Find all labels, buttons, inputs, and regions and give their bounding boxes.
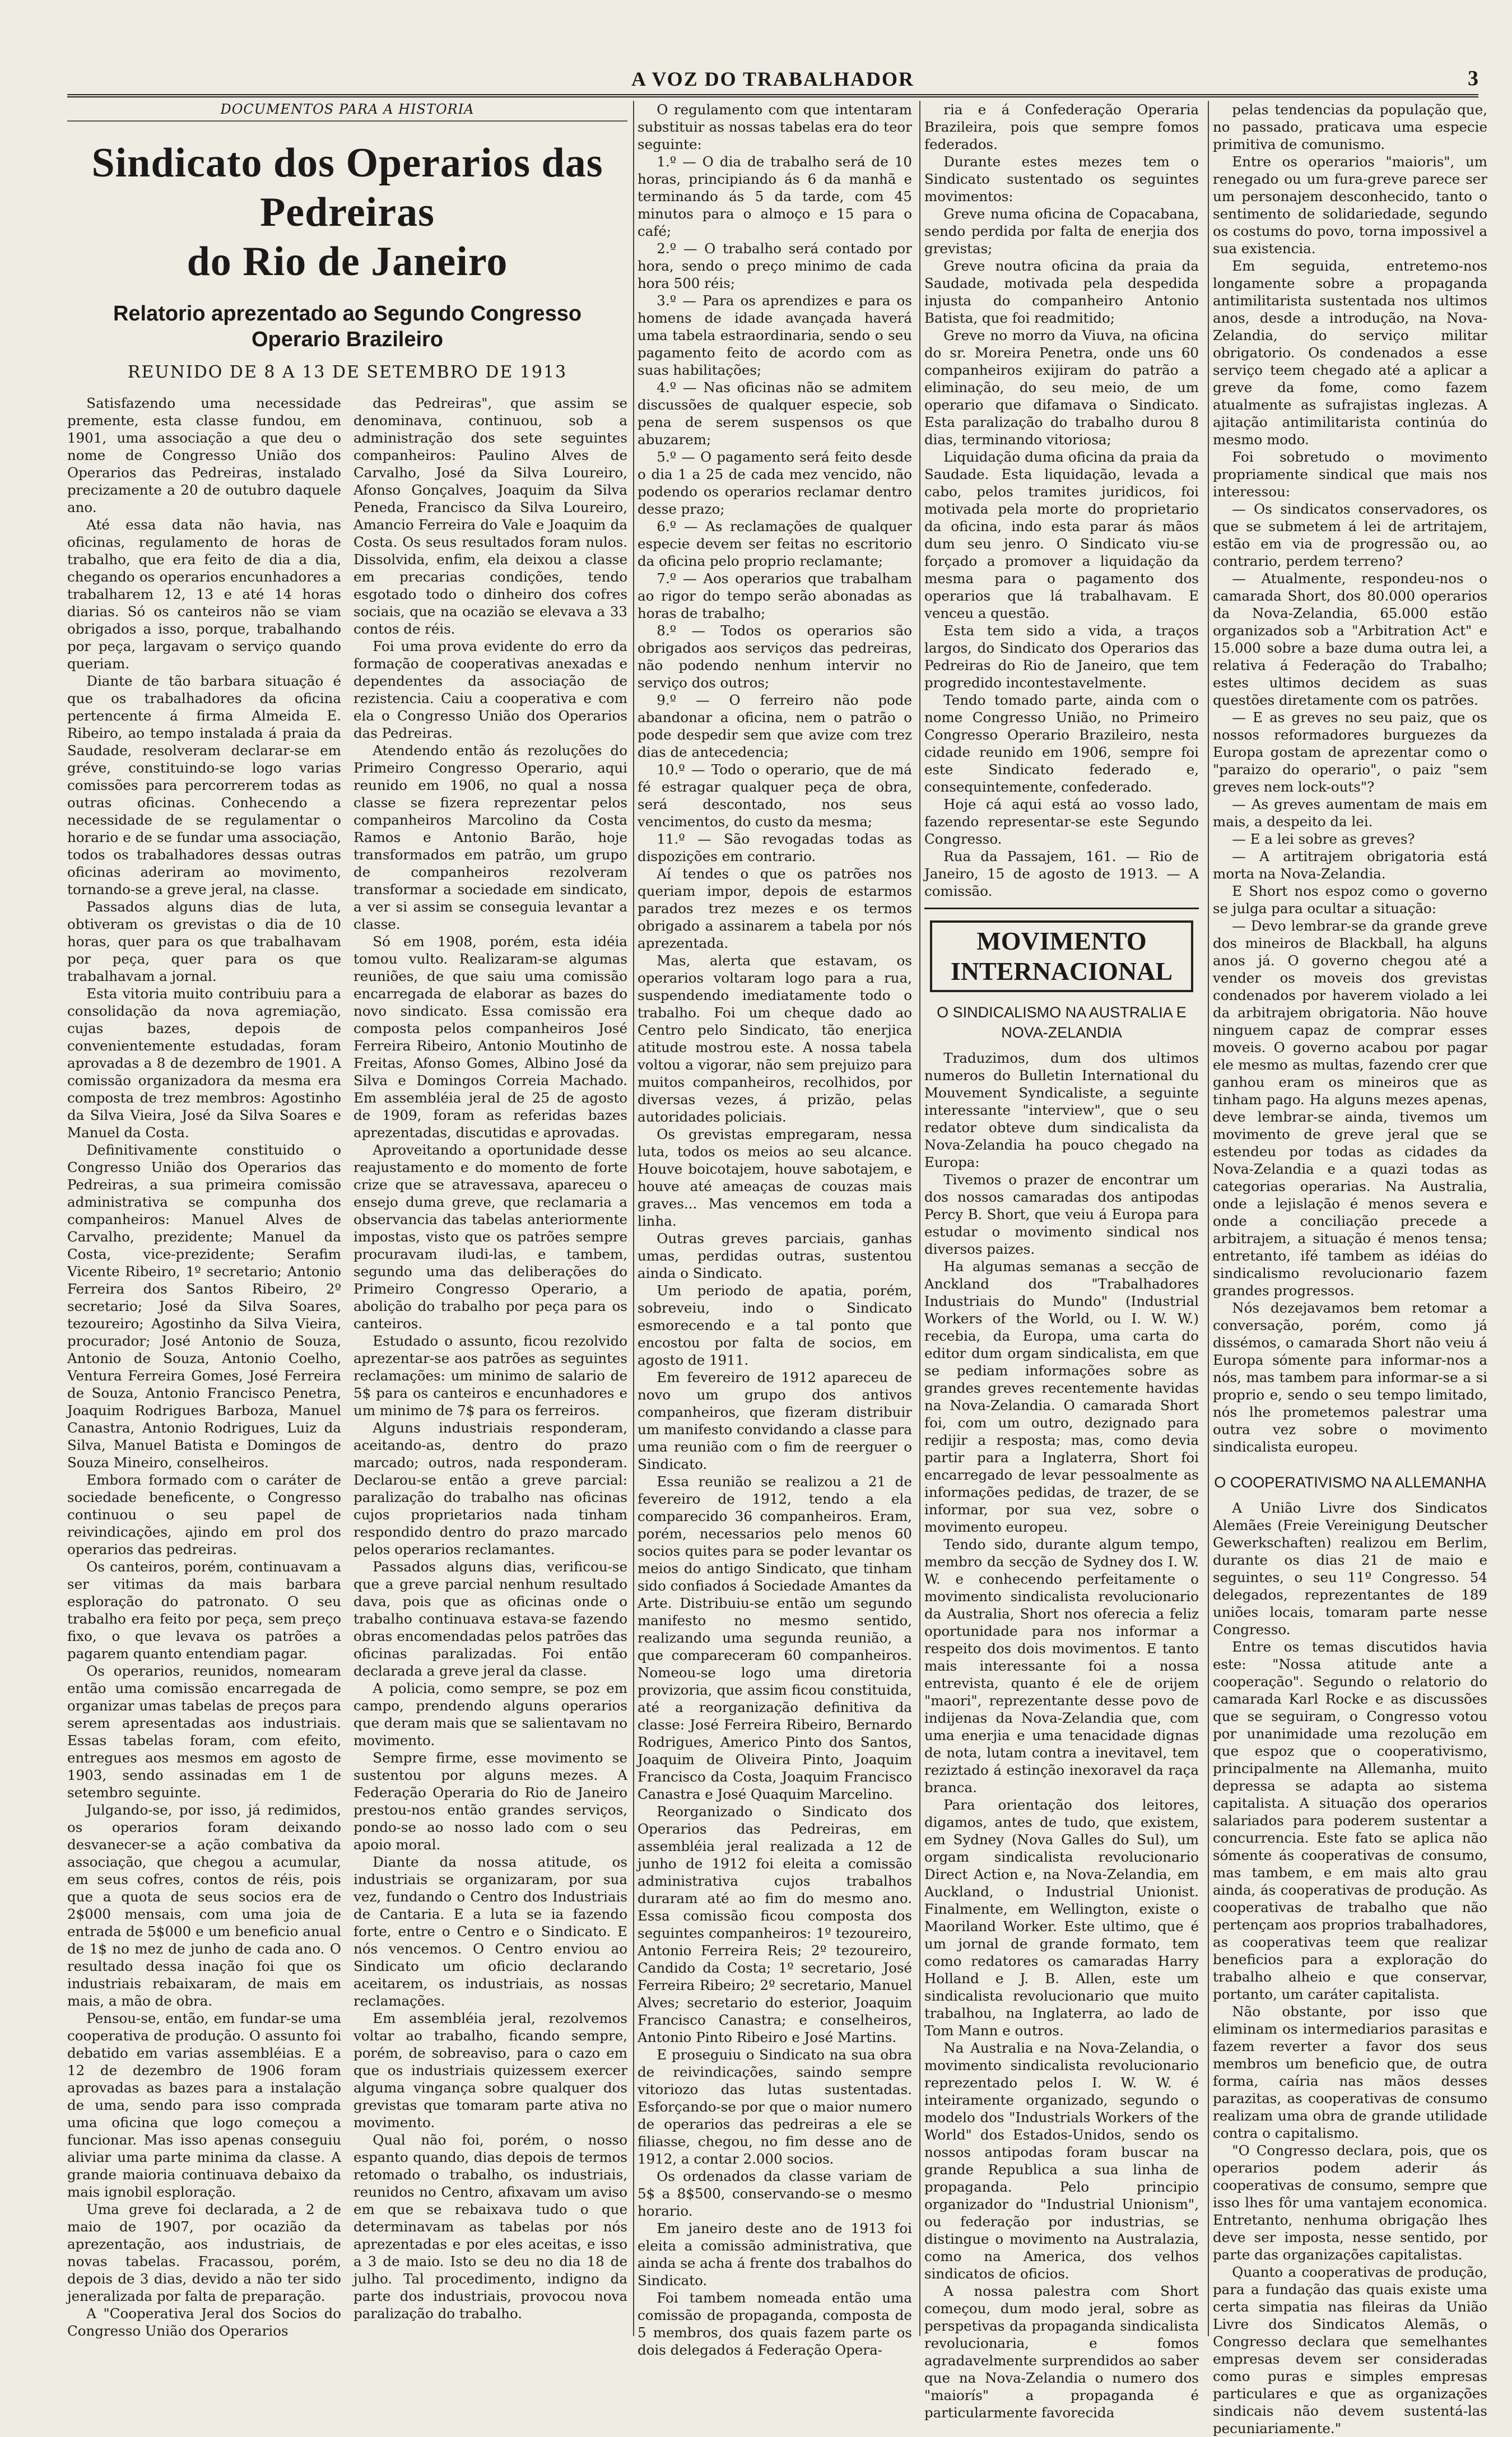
article-column-c	[638, 101, 912, 2358]
paragraph: Traduzimos, dum dos ultimos numeros do Bulletin International du Mouvement Syndicaliste, a seguinte interessante "interview", que o seu redator obteve dum sindicalista da Nova-Zelandia ha pouco chegado na Europa:	[924, 1050, 1199, 1170]
cooperativismo-section-title: O COOPERATIVISMO NA ALLEMANHA	[1214, 1474, 1486, 1491]
paragraph: O regulamento com que intentaram substituir as nossas tabelas era do teor seguinte:	[638, 101, 912, 152]
paragraph: Hoje cá aqui está ao vosso lado, fazendo representar-se este Segundo Congresso.	[924, 796, 1199, 847]
paragraph: Tendo tomado parte, ainda com o nome Congresso União, no Primeiro Congresso Operario Brazileiro, nesta cidade reunido em 1906, sempre foi este Sindicato federado e, consequintemente, confederado.	[924, 692, 1199, 795]
paragraph: Em seguida, entretemo-nos longamente sobre a propaganda antimilitarista sustentada nos ultimos anos, desde a introdução, na Nova-Zelandia, do serviço militar obrigatorio. Os condenados a esse serviço teem chegado até a aplicar a greve da fome, como fazem atualmente as sufrajistas inglezas. A ajitação antimilitarista continúa do mesmo modo.	[1213, 258, 1487, 448]
sindicalismo-section-title: O SINDICALISMO NA AUSTRALIA E NOVA-ZELANDIA	[937, 1004, 1187, 1041]
paragraph: E proseguiu o Sindicato na sua obra de reivindicações, saindo sempre vitoriozo das lutas sustentadas. Esforçando-se por que o maior numero de operarios das pedreiras a ele se filiasse, chegou, no fim desse ano de 1912, a contar 2.000 socios.	[638, 2047, 912, 2167]
paragraph: Um periodo de apatia, porém, sobreveiu, indo o Sindicato esmorecendo e a tal ponto que encostou por falta de socios, em agosto de 1911.	[638, 1282, 912, 1368]
paragraph: A "Cooperativa Jeral dos Socios do Congresso União dos Operarios	[67, 2305, 341, 2339]
paragraph: Aí tendes o que os patrões nos queriam impor, depois de estarmos parados trez mezes e os termos obrigado a assinarem a tabela por nós aprezentada.	[638, 866, 912, 951]
paragraph: — E a lei sobre as greves?	[1232, 831, 1415, 847]
column-divider	[633, 101, 634, 2336]
paragraph: 4.º — Nas oficinas não se admitem discussões de qualquer especie, sob pena de serem suspensos os que abuzarem;	[638, 379, 912, 448]
page-number: 3	[1468, 67, 1478, 90]
paragraph: A União Livre dos Sindicatos Alemães (Freie Vereinigung Deutscher Gewerkschaften) realizou em Berlim, durante os dias 21 de maio e seguintes, o seu 11º Congresso. 54 delegados, reprezentantes de 189 uniões locais, tomaram parte nesse Congresso.	[1213, 1500, 1487, 1638]
paragraph: 7.º — Aos operarios que trabalham ao rigor do tempo serão abonadas as horas de trabalho;	[638, 570, 912, 621]
paragraph: 10.º — Todo o operario, que de má fé estragar qualquer peça de obra, será descontado, nos seus vencimentos, do custo da mesma;	[638, 761, 912, 830]
paragraph: Os ordenados da classe variam de 5$ a 8$500, conservando-se o mesmo horario.	[638, 2168, 912, 2219]
article-title	[67, 138, 627, 286]
paragraph: Tivemos o prazer de encontrar um dos nossos camaradas dos antipodas Percy B. Short, que veiu á Europa para estudar o movimento sindical nos diversos paizes.	[924, 1171, 1199, 1257]
paragraph: Nós dezejavamos bem retomar a conversação, porém, como já dissémos, o camarada Short não veiu á Europa sómente para informar-nos a nós, mas tambem para informar-se a si proprio e, sendo o seu tempo limitado, nós lhe prometemos palestrar uma outra vez sobre o movimento sindicalista europeu.	[1213, 1300, 1487, 1455]
article-subtitle-line1: Relatorio aprezentado ao Segundo Congresso	[113, 302, 582, 325]
article-column-d-continuation	[924, 101, 1199, 900]
paragraph: Diante da nossa atitude, os industriais se organizaram, por sua vez, fundando o Centro dos Industriais de Cantaria. E a luta se ia fazendo forte, entre o Centro e o Sindicato. E nós vencemos. O Centro enviou ao Sindicato um oficio declarando aceitarem, os industriais, as nossas reclamações.	[353, 1854, 627, 2009]
column-divider	[1208, 101, 1209, 2336]
paragraph: Liquidação duma oficina da praia da Saudade. Esta liquidação, levada a cabo, pelos tramites juridicos, foi motivada pela morte do proprietario da oficina, indo esta parar ás mãos dum seu jenro. O Sindicato viu-se forçado a promover a liquidação da mesma para o pagamento dos operarios que lá trabalhavam. E venceu a questão.	[924, 449, 1199, 621]
paragraph: Essa reunião se realizou a 21 de fevereiro de 1912, tendo a ela comparecido 36 companheiros. Eram, porém, necessarios pelo menos 60 socios quites para se poder levantar os meios do antigo Sindicato, que tinham sido confiados á Sociedade Amantes da Arte. Distribuiu-se então um segundo manifesto no mesmo sentido, realizando uma segunda reunião, a que compareceram 60 companheiros. Nomeou-se logo uma diretoria provizoria, que assim ficou constituida, até a reorganização definitiva da classe: José Ferreira Ribeiro, Bernardo Rodrigues, Americo Pinto dos Santos, Joaquim de Oliveira Pinto, Joaquim Francisco da Costa, Joaquim Francisco Canastra e José Quaquim Marcelino.	[638, 1473, 912, 1802]
paragraph: Ha algumas semanas a secção de Anckland dos "Trabalhadores Industriais do Mundo" (Industrial Workers of the World, ou I. W. W.) recebia, da Europa, uma carta do editor dum orgam sindicalista, em que se pediam informações sobre as grandes greves recentemente havidas na Nova-Zelandia. O camarada Short foi, com um outro, dezignado para redijir a resposta; mas, como devia partir para a Inglaterra, Short foi encarregado de levar pessoalmente as informações pedidas, de trazer, de se informar, por sua vez, sobre o movimento europeu.	[924, 1258, 1199, 1535]
paragraph: Aproveitando a oportunidade desse reajustamento e do momento de forte crize que se atravessava, apareceu o ensejo duma greve, que reclamaria a observancia das tabelas anteriormente impostas, visto que os patrões sempre procuravam iludi-las, e tambem, segundo uma das deliberações do Primeiro Congresso Operario, a abolição do trabalho por peça para os canteiros.	[353, 1142, 627, 1332]
column-d	[924, 101, 1199, 2421]
paragraph: Em janeiro deste ano de 1913 foi eleita a comissão administrativa, que ainda se acha á frente dos trabalhos do Sindicato.	[638, 2220, 912, 2289]
paragraph: Só em 1908, porém, esta idéia tomou vulto. Realizaram-se algumas reuniões, de que saiu uma comissão encarregada de elaborar as bazes do novo sindicato. Essa comissão era composta pelos companheiros José Ferreira Ribeiro, Antonio Moutinho de Freitas, Afonso Gomes, Albino José da Silva e Domingos Correia Machado. Em assembléia jeral de 25 de agosto de 1909, foram as referidas bazes aprezentadas, discutidas e aprovadas.	[353, 933, 627, 1141]
paragraph: 1.º — O dia de trabalho será de 10 horas, principiando ás 6 da manhã e terminando ás 5 da tarde, com 45 minutos para o almoço e 15 para o café;	[638, 154, 912, 239]
paragraph: — As greves aumentam de mais em mais, a despeito da lei.	[1213, 796, 1487, 830]
paragraph: 8.º — Todos os operarios são obrigados aos serviços das pedreiras, não podendo nenhum intervir no serviço dos outros;	[638, 622, 912, 691]
paragraph: Tendo sido, durante algum tempo, membro da secção de Sydney dos I. W. W. e conhecendo perfeitamente o movimento sindicalista revolucionario da Australia, Short nos oferecia a feliz oportunidade para nos informar a respeito dos dois movimentos. E tanto mais interessante foi a nossa entrevista, quanto é ele de orijem "maori", reprezentante desse povo de indijenas da Nova-Zelandia que, com uma enerjia e uma tenacidade dignas de nota, lutam contra a inevitavel, tem reziztado á estinção inexoravel da raça branca.	[924, 1536, 1199, 1796]
paragraph: Greve no morro da Viuva, na oficina do sr. Moreira Penetra, onde uns 60 companheiros exijiram do patrão a eliminação, do seu meio, de um operario que difamava o Sindicato. Esta paralização do trabalho durou 8 dias, terminando vitoriosa;	[924, 327, 1199, 448]
section-rule	[924, 908, 1199, 909]
article-sindicato	[67, 101, 627, 2339]
page-header	[67, 67, 1478, 92]
paragraph: Estudado o assunto, ficou rezolvido aprezentar-se aos patrões as seguintes reclamações: um minimo de salario de 5$ para os canteiros e encunhadores e um minimo de 7$ para os ferreiros.	[353, 1333, 627, 1419]
paragraph: Passados alguns dias de luta, obtiveram os grevistas o dia de 10 horas, quer para os que trabalhavam por peça, quer para os que trabalhavam a jornal.	[67, 899, 341, 984]
paragraph: E Short nos espoz como o governo se julga para ocultar a situação:	[1213, 883, 1487, 917]
sindicalismo-article-body	[924, 1049, 1199, 2421]
paragraph: A policia, como sempre, se poz em campo, prendendo alguns operarios que deram mais que se salientavam no movimento.	[353, 1680, 627, 1748]
paragraph: Em fevereiro de 1912 apareceu de novo um grupo dos antivos companheiros, que fizeram distribuir um manifesto convidando a classe para uma reunião com o fim de reerguer o Sindicato.	[638, 1369, 912, 1472]
paragraph: Entre os operarios "maioris", um renegado ou um fura-greve parece ser um personajem desconhecido, tanto o sentimento de solidariedade, segundo os costums do povo, torna impossivel a sua existencia.	[1213, 154, 1487, 257]
paragraph: Qual não foi, porém, o nosso espanto quando, dias depois de termos retomado o trabalho, os industriais, reunidos no Centro, afixavam um aviso em que se rebaixava tudo o que determinavam as tabelas por nós aprezentadas e por eles aceitas, e isso a 3 de maio. Isto se deu no dia 18 de julho. Tal procedimento, indigno da parte dos industriais, provocou nova paralização do trabalho.	[353, 2132, 627, 2322]
paragraph: Outras greves parciais, ganhas umas, perdidas outras, sustentou ainda o Sindicato.	[638, 1230, 912, 1281]
paragraph: das Pedreiras", que assim se denominava, continuou, sob a administração dos sete seguintes companheiros: Paulino Alves de Carvalho, José da Silva Loureiro, Afonso Gonçalves, Joaquim da Silva Peneda, Francisco da Silva Loureiro, Amancio Ferreira do Vale e Joaquim da Costa. Os seus resultados foram nulos. Dissolvida, enfim, ela deixou a classe em precarias condições, tendo esgotado todo o dinheiro dos cofres sociais, que na ocazião se elevava a 33 contos de réis.	[353, 395, 627, 637]
article-title-line2: do Rio de Janeiro	[187, 239, 508, 285]
paragraph: A nossa palestra com Short começou, dum modo jeral, sobre as perspetivas da propaganda sindicalista revolucionaria, e fomos agradavelmente surprendidos ao saber que na Nova-Zelandia o numero dos "maiorís" a propaganda é particularmente favorecida	[924, 2283, 1199, 2421]
paragraph: Quanto a cooperativas de produção, para a fundação das quais existe uma certa simpatia nas fileiras da União Livre dos Sindicatos Alemãs, o Congresso declara que semelhantes empresas devem ser consideradas como puras e simples empresas particulares e que as organizações sindicais não devem sustentá-las pecuniariamente."	[1213, 2264, 1487, 2436]
paragraph: 5.º — O pagamento será feito desde o dia 1 a 25 de cada mez vencido, não podendo os operarios reclamar dentro desse prazo;	[638, 449, 912, 517]
paragraph: 2.º — O trabalho será contado por hora, sendo o preço minimo de cada hora 500 réis;	[638, 240, 912, 291]
paragraph: Foi tambem nomeada então uma comissão de propaganda, composta de 5 membros, dos quais fazem parte os dois delegados á Federação Opera-	[638, 2290, 912, 2358]
paragraph: 9.º — O ferreiro não pode abandonar a oficina, nem o patrão o pode despedir sem que avize com trez dias de antecedencia;	[638, 692, 912, 760]
movimento-internacional-title: MOVIMENTO INTERNACIONAL	[930, 920, 1193, 992]
paragraph: Reorganizado o Sindicato dos Operarios das Pedreiras, em assembléia jeral realizada a 12 de junho de 1912 foi eleita a comissão administrativa cujos trabalhos duraram até ao fim do mesmo ano. Essa comissão ficou composta dos seguintes companheiros: 1º tezoureiro, Antonio Ferreira Reis; 2º tezoureiro, Candido da Costa; 1º secretario, José Ferreira Ribeiro; 2º secretario, Manuel Alves; secretario do esterior, Joaquim Francisco Canastra; e conselheiros, Antonio Pinto Ribeiro e José Martins.	[638, 1803, 912, 2045]
paragraph: Os canteiros, porém, continuavam a ser vitimas da mais barbara esploração do patronato. O seu trabalho era feito por peça, sem preço fixo, o que levava os patrões a pagarem quanto entendiam pagar.	[67, 1559, 341, 1662]
paragraph: Sempre firme, esse movimento se sustentou por alguns mezes. A Federação Operaria do Rio de Janeiro prestou-nos então grandes serviços, pondo-se ao nosso lado com o seu apoio moral.	[353, 1750, 627, 1853]
paragraph: Atendendo então ás rezoluções do Primeiro Congresso Operario, aqui reunido em 1906, no qual a nossa classe se fizera reprezentar pelos companheiros Marcolino da Costa Ramos e Antonio Barão, hoje transformados em patrão, um grupo de companheiros rezolveram transformar a sociedade em sindicato, a ver si assim se conseguia levantar a classe.	[353, 742, 627, 932]
article-meeting-dates: REUNIDO DE 8 A 13 DE SETEMBRO DE 1913	[127, 362, 567, 382]
paragraph: — Devo lembrar-se da grande greve dos mineiros de Blackball, ha alguns anos já. O governo chegou até a vender os moveis dos grevistas condenados por haverem violado a lei da arbitrajem obrigatoria. Não houve ninguem capaz de comprar esses moveis. O governo acabou por pagar ele mesmo as multas, fazendo crer que ganhou eram os mineiros que as tinham pago. Ha alguns mezes apenas, deve lembrar-se ainda, tivemos um movimento de greve jeral que se estendeu por todas as cidades da Nova-Zelandia e a quazi todas as categorias operarias. Na Australia, onde a lejislação é menos severa e onde a conciliação precede a arbitrajem, a situação é menos tensa; entretanto, ifé tambem as idéias do sindicalismo revolucionario fazem grandes progressos.	[1213, 918, 1487, 1299]
paragraph: Foi sobretudo o movimento propriamente sindical que mais nos interessou:	[1213, 449, 1487, 500]
paragraph: Esta tem sido a vida, a traços largos, do Sindicato dos Operarios das Pedreiras do Rio de Janeiro, que tem progredido incontestavelmente.	[924, 622, 1199, 691]
paragraph: 6.º — As reclamações de qualquer especie devem ser feitas no escritorio da oficina pelo proprio reclamante;	[638, 518, 912, 569]
paragraph: Julgando-se, por isso, já redimidos, os operarios foram deixando desvanecer-se a ação combativa da associação, que chegou a acumular, em seus cofres, contos de réis, pois que a quota de seus socios era de 2$000 mensais, com uma joia de entrada de 5$000 e um beneficio anual de 1$ no mez de junho de cada ano. O resultado dessa inação foi que os industriais rebaixaram, de mais em mais, a mão de obra.	[67, 1802, 341, 2009]
article-kicker: DOCUMENTOS PARA A HISTORIA	[67, 101, 627, 122]
paragraph: Para orientação dos leitores, digamos, antes de tudo, que existem, em Sydney (Nova Galles do Sul), um orgam sindicalista revolucionario Direct Action e, na Nova-Zelandia, em Auckland, o Industrial Unionist. Finalmente, em Wellington, existe o Maoriland Worker. Este ultimo, que é um jornal de grande formato, tem como redatores os camaradas Harry Holland e J. B. Allen, este um sindicalista revolucionario que muito trabalhou, na Inglaterra, ao lado de Tom Mann e outros.	[924, 1797, 1199, 2039]
paragraph: Os operarios, reunidos, nomearam então uma comissão encarregada de organizar umas tabelas de preços para serem apresentadas aos industriais. Essas tabelas foram, com efeito, entregues aos mesmos em agosto de 1903, sendo assinadas em 1 de setembro seguinte.	[67, 1663, 341, 1801]
paragraph: Embora formado com o caráter de sociedade beneficente, o Congresso continuou o seu papel de reivindicações, ajindo em prol dos operarios das pedreiras.	[67, 1472, 341, 1557]
paragraph: Alguns industriais responderam, aceitando-as, dentro do prazo marcado; outros, nada responderam. Declarou-se então a greve parcial: paralização do trabalho nas oficinas cujos proprietarios nada tinham respondido dentro do prazo marcado pelos operarios reclamantes.	[353, 1420, 627, 1557]
paragraph: Greve numa oficina de Copacabana, sendo perdida por falta de enerjia dos grevistas;	[924, 206, 1199, 257]
column-divider	[919, 101, 920, 2336]
paragraph: Não obstante, por isso que eliminam os intermediarios parasitas e fazem reverter a favor dos seus membros um beneficio que, de outra forma, caíria nas mãos desses parazitas, as cooperativas de consumo realizam uma obra de grande utilidade contra o capitalismo.	[1213, 2003, 1487, 2141]
paragraph: Os grevistas empregaram, nessa luta, todos os meios ao seu alcance. Houve boicotajem, houve sabotajem, e houve até ameaças de couzas mais graves... Mas vencemos em toda a linha.	[638, 1126, 912, 1229]
paragraph: Entre os temas discutidos havia este: "Nossa atitude ante a cooperação". Segundo o relatorio do camarada Karl Rocke e as discussões que se seguiram, o Congresso votou por unanimidade uma rezolução em que espoz que o cooperativismo, principalmente na Allemanha, muito depressa se adapta ao sistema capitalista. A situação dos operarios salariados para poderem sustentar a concurrencia. Este fato se aplica não sómente ás cooperativas de consumo, mas tambem, e em mais alto grau ainda, ás cooperativas de produção. As cooperativas de trabalho que não pertençam aos proprios trabalhadores, as cooperativas teem que realizar beneficios para a exploração do trabalho alheio e que conservar, portanto, um caráter capitalista.	[1213, 1639, 1487, 2002]
paragraph: Durante estes mezes tem o Sindicato sustentado os seguintes movimentos:	[924, 154, 1199, 204]
paragraph: — A artitrajem obrigatoria está morta na Nova-Zelandia.	[1213, 848, 1487, 882]
paragraph: Passados alguns dias, verificou-se que a greve parcial nenhum resultado dava, pois que as oficinas onde o trabalho continuava estava-se fazendo obras encomendadas pelos patrões das oficinas paralizadas. Foi então declarada a greve jeral da classe.	[353, 1559, 627, 1679]
paragraph: Na Australia e na Nova-Zelandia, o movimento sindicalista revolucionario reprezentado pelos I. W. W. é inteiramente organizado, segundo o modelo dos "Industrials Workers of the World" dos Estados-Unidos, sendo os nossos antipodas foram buscar na grande Republica a sua linha de propaganda. Pelo principio organizador do "Industrial Unionism", ou federação por industrias, se distingue o movimento na Australazia, como na America, dos velhos sindicatos de oficios.	[924, 2040, 1199, 2282]
paragraph: Uma greve foi declarada, a 2 de maio de 1907, por ocazião da aprezentação, aos industriais, de novas tabelas. Fracassou, porém, depois de 3 dias, devido a não ter sido jeneralizada por falta de preparação.	[67, 2201, 341, 2304]
paragraph: 3.º — Para os aprendizes e para os homens de idade avançada haverá uma tabela estraordinaria, sendo o seu pagamento feito de acordo com as suas habilitações;	[638, 292, 912, 378]
paragraph: Greve noutra oficina da praia da Saudade, motivada pela despedida injusta do companheiro Antonio Batista, que foi readmitido;	[924, 258, 1199, 326]
paragraph: Pensou-se, então, em fundar-se uma cooperativa de produção. O assunto foi debatido em varias assembléias. E a 12 de dezembro de 1906 foram aprovadas as bazes para a instalação de uma, sendo para isso comprada uma oficina que logo começou a funcionar. Mas isso apenas conseguiu aliviar uma parte minima da classe. A grande maioria continuava debaixo da mais ignobil esploração.	[67, 2010, 341, 2200]
sindicalismo-article-continuation	[1213, 101, 1487, 1455]
paragraph: Diante de tão barbara situação é que os trabalhadores da oficina pertencente á firma Almeida E. Ribeiro, ao tempo instalada á praia da Saudade, resolveram declarar-se em gréve, constituindo-se logo varias comissões para percorrerem todas as outras oficinas. Conhecendo a necessidade de se regulamentar o horario e de se fundar uma associação, todos os trabalhadores dessas outras oficinas aderiram ao movimento, tornando-se a greve jeral, na classe.	[67, 673, 341, 897]
paragraph: — Os sindicatos conservadores, os que se submetem á lei de artritajem, estão em via de progressão ou, ao contrario, perdem terreno?	[1213, 501, 1487, 569]
article-subtitle-line2: Operario Brazileiro	[251, 328, 444, 351]
paragraph: Esta vitoria muito contribuiu para a consolidação da nova agremiação, cujas bazes, depois de convenientemente estudadas, foram aprovadas a 8 de dezembro de 1901. A comissão organizadora da mesma era composta de trez membros: Agostinho da Silva Vieira, José da Silva Soares e Manuel da Costa.	[67, 985, 341, 1141]
paragraph: Satisfazendo uma necessidade premente, esta classe fundou, em 1901, uma associação a que deu o nome de Congresso União dos Operarios das Pedreiras, instalado precizamente a 20 de outubro daquele ano.	[67, 395, 341, 515]
paragraph: Até essa data não havia, nas oficinas, regulamento de horas de trabalho, que era feito de dia a dia, chegando os operarios encunhadores a trabalharem 12, 13 e até 14 horas diarias. Só os canteiros não se viam obrigados a isso, porque, trabalhando por peça, largavam o serviço quando queriam.	[67, 517, 341, 672]
paragraph: pelas tendencias da população que, no passado, praticava uma especie primitiva de comunismo.	[1213, 101, 1487, 152]
cooperativismo-article-body	[1213, 1499, 1487, 2437]
header-rule	[67, 94, 1478, 97]
paragraph: Foi uma prova evidente do erro da formação de cooperativas anexadas e dependentes da associação de rezistencia. Caiu a cooperativa e com ela o Congresso União dos Operarios das Pedreiras.	[353, 638, 627, 741]
newspaper-title: A VOZ DO TRABALHADOR	[631, 68, 915, 90]
paragraph: Definitivamente constituido o Congresso União dos Operarios das Pedreiras, a sua primeira comissão administrativa se compunha dos companheiros: Manuel Alves de Carvalho, prezidente; Manuel da Costa, vice-prezidente; Serafim Vicente Ribeiro, 1º secretario; Antonio Ferreira dos Santos Ribeiro, 2º secretario; José da Silva Soares, tezoureiro; Agostinho da Silva Vieira, procurador; José Antonio de Souza, Antonio de Souza, Antonio Coelho, Ventura Ferreira Gomes, José Ferreira de Souza, Antonio Francisco Penetra, Joaquim Rodrigues Barboza, Manuel Canastra, Antonio Rodrigues, Luiz da Silva, Manuel Batista e Domingos de Souza Mineiro, conselheiros.	[67, 1142, 341, 1471]
article-column-a	[67, 394, 341, 2340]
article-subtitle	[67, 301, 627, 352]
paragraph: — E as greves no seu paiz, que os nossos reformadores burguezes da Europa gostam de aprezentar como o "paraizo do operario", o paiz "sem greves nem lock-outs"?	[1213, 709, 1487, 795]
paragraph: Em assembléia jeral, rezolvemos voltar ao trabalho, ficando sempre, porém, de sobreaviso, para o cazo em que os industriais quizessem exercer alguma vingança sobre qualquer dos grevistas que tomaram parte ativa no movimento.	[353, 2010, 627, 2131]
article-column-b	[353, 394, 627, 2340]
column-e	[1213, 101, 1487, 2436]
article-title-line1: Sindicato dos Operarios das Pedreiras	[91, 140, 603, 235]
article-body	[67, 394, 627, 2340]
paragraph: ria e á Confederação Operaria Brazileira, pois que sempre fomos federados.	[924, 101, 1199, 152]
paragraph: Rua da Passajem, 161. — Rio de Janeiro, 15 de agosto de 1913. — A comissão.	[924, 848, 1199, 899]
paragraph: "O Congresso declara, pois, que os operarios podem aderir ás cooperativas de consumo, sempre que isso lhes fôr uma vantajem economica. Entretanto, nenhuma obrigação lhes deve ser imposta, nesse sentido, por parte das organizações capitalistas.	[1213, 2142, 1487, 2263]
paragraph: — Atualmente, respondeu-nos o camarada Short, dos 80.000 operarios da Nova-Zelandia, 65.000 estão organizados sob a "Arbitration Act" e 15.000 sobre a baze duma outra lei, a relativa á Federação do Trabalho; estes ultimos decidem as suas questões diretamente com os patrões.	[1213, 570, 1487, 708]
paragraph: 11.º — São revogadas todas as dispozições em contrario.	[638, 831, 912, 864]
paragraph: Mas, alerta que estavam, os operarios voltaram logo para a rua, suspendendo imediatamente todo o trabalho. Foi um cheque dado ao Centro pelo Sindicato, tão enerjica atitude mostrou este. A nossa tabela voltou a vigorar, não sem prejuizo para muitos companheiros, recolhidos, por diversas vezes, á prizão, pelas autoridades policiais.	[638, 952, 912, 1125]
